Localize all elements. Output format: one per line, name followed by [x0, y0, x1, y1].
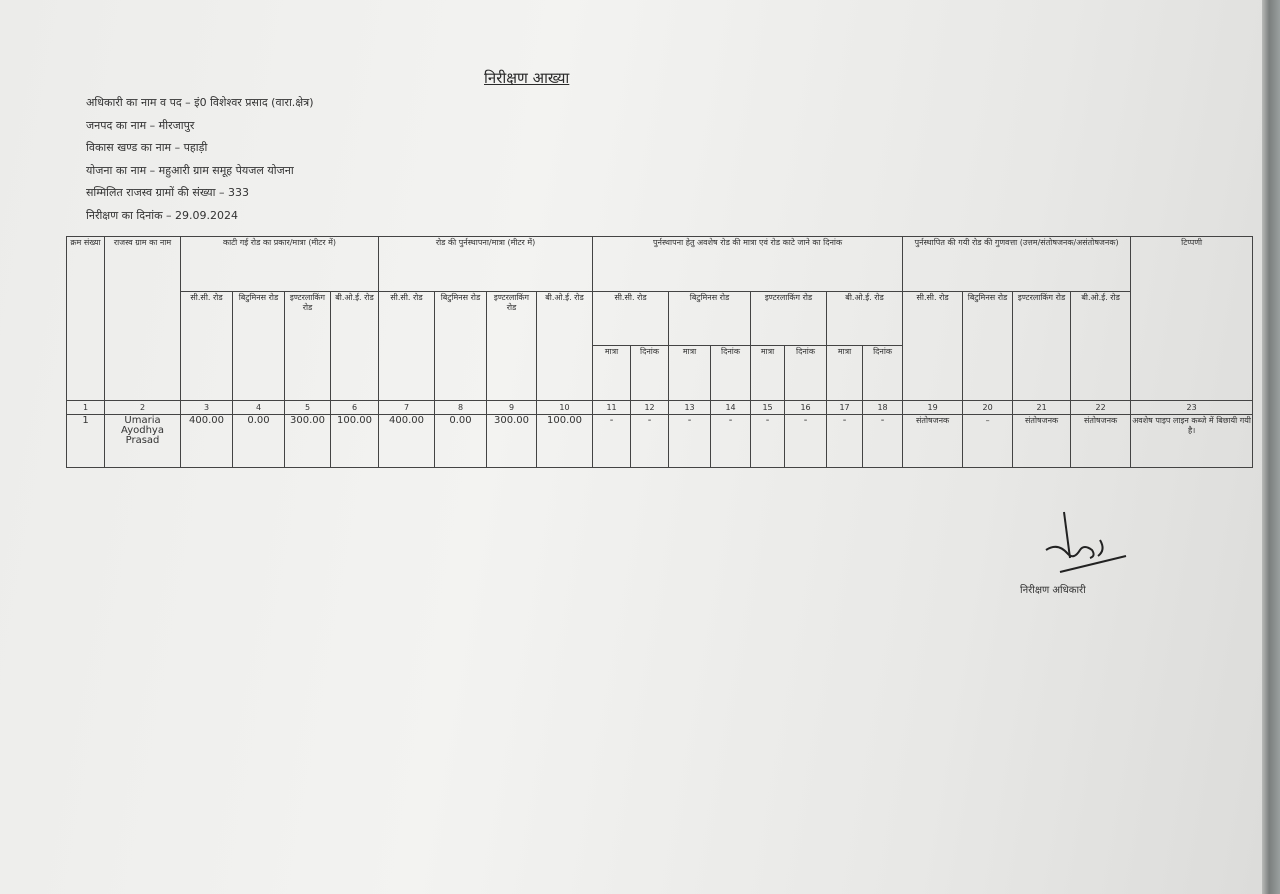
- subheader-bituminous-road: बिटुमिनस रोड: [435, 291, 487, 400]
- subheader-cc-road: सी.सी. रोड: [181, 291, 233, 400]
- villages-count-line: सम्मिलित राजस्व ग्रामों की संख्या – 333: [86, 186, 249, 199]
- row-pending-boe-qty: -: [827, 415, 863, 468]
- column-number: 21: [1013, 401, 1071, 415]
- subheader-date: दिनांक: [711, 346, 751, 401]
- row-pending-cc-date: -: [631, 415, 669, 468]
- row-pending-boe-date: -: [863, 415, 903, 468]
- header-pending-road: पुर्नस्थापना हेतु अवशेष रोड की मात्रा एवं रोड काटे जाने का दिनांक: [593, 237, 903, 292]
- inspection-date-line: निरीक्षण का दिनांक – 29.09.2024: [86, 208, 238, 222]
- row-cut-bituminous: 0.00: [233, 415, 285, 468]
- column-number: 22: [1071, 401, 1131, 415]
- inspection-table: [66, 236, 1253, 468]
- row-quality-bituminous: –: [963, 415, 1013, 468]
- column-number: 14: [711, 401, 751, 415]
- column-number: 6: [331, 401, 379, 415]
- subheader-date: दिनांक: [785, 346, 827, 401]
- officer-line: अधिकारी का नाम व पद – इं0 विशेश्वर प्रसाद (वारा.क्षेत्र): [86, 96, 314, 109]
- row-quality-cc: संतोषजनक: [903, 415, 963, 468]
- row-cut-boe: 100.00: [331, 415, 379, 468]
- table-row: [67, 415, 1253, 468]
- subheader-quantity: मात्रा: [827, 346, 863, 401]
- column-number: 8: [435, 401, 487, 415]
- row-restored-interlocking: 300.00: [487, 415, 537, 468]
- signature-label: निरीक्षण अधिकारी: [1020, 585, 1086, 596]
- column-number: 18: [863, 401, 903, 415]
- district-line: जनपद का नाम – मीरजापुर: [86, 118, 195, 132]
- row-cut-cc: 400.00: [181, 415, 233, 468]
- column-number: 20: [963, 401, 1013, 415]
- column-number: 9: [487, 401, 537, 415]
- row-restored-bituminous: 0.00: [435, 415, 487, 468]
- header-road-quality: पुर्नस्थापित की गयी रोड की गुणवत्ता (उत्तम/संतोषजनक/असंतोषजनक): [903, 237, 1131, 292]
- column-number: 5: [285, 401, 331, 415]
- column-number: 13: [669, 401, 711, 415]
- subheader-date: दिनांक: [631, 346, 669, 401]
- column-number: 11: [593, 401, 631, 415]
- subheader-quantity: मात्रा: [593, 346, 631, 401]
- column-number: 2: [105, 401, 181, 415]
- subheader-interlocking-road: इण्टरलाकिंग रोड: [751, 291, 827, 346]
- row-serial-no: 1: [67, 415, 105, 468]
- header-restored-road: रोड की पुर्नस्थापना/मात्रा (मीटर में): [379, 237, 593, 292]
- scheme-line: योजना का नाम – महुआरी ग्राम समूह पेयजल योजना: [86, 163, 294, 177]
- subheader-interlocking-road: इण्टरलाकिंग रोड: [1013, 291, 1071, 400]
- column-number: 3: [181, 401, 233, 415]
- row-village-name: Umaria Ayodhya Prasad: [105, 415, 181, 468]
- subheader-interlocking-road: इण्टरलाकिंग रोड: [487, 291, 537, 400]
- row-pending-cc-qty: -: [593, 415, 631, 468]
- subheader-date: दिनांक: [863, 346, 903, 401]
- column-number: 23: [1131, 401, 1253, 415]
- row-pending-interlocking-date: -: [785, 415, 827, 468]
- subheader-boe-road: बी.ओ.ई. रोड: [1071, 291, 1131, 400]
- header-serial-no: क्रम संख्या: [67, 237, 105, 401]
- row-restored-boe: 100.00: [537, 415, 593, 468]
- column-number: 16: [785, 401, 827, 415]
- subheader-bituminous-road: बिटुमिनस रोड: [963, 291, 1013, 400]
- row-pending-bituminous-date: -: [711, 415, 751, 468]
- subheader-quantity: मात्रा: [751, 346, 785, 401]
- row-cut-interlocking: 300.00: [285, 415, 331, 468]
- row-pending-interlocking-qty: -: [751, 415, 785, 468]
- subheader-quantity: मात्रा: [669, 346, 711, 401]
- subheader-cc-road: सी.सी. रोड: [903, 291, 963, 400]
- column-number: 12: [631, 401, 669, 415]
- column-number-row: [67, 401, 1253, 415]
- subheader-boe-road: बी.ओ.ई. रोड: [331, 291, 379, 400]
- row-quality-boe: संतोषजनक: [1071, 415, 1131, 468]
- subheader-interlocking-road: इण्टरलाकिंग रोड: [285, 291, 331, 400]
- column-number: 10: [537, 401, 593, 415]
- subheader-boe-road: बी.ओ.ई. रोड: [827, 291, 903, 346]
- signature-mark: [1040, 510, 1130, 580]
- column-number: 19: [903, 401, 963, 415]
- subheader-bituminous-road: बिटुमिनस रोड: [669, 291, 751, 346]
- row-remarks: अवशेष पाइप लाइन कब्जे में बिछायी गयी है।: [1131, 415, 1253, 468]
- header-remarks: टिप्पणी: [1131, 237, 1253, 401]
- subheader-boe-road: बी.ओ.ई. रोड: [537, 291, 593, 400]
- subheader-bituminous-road: बिटुमिनस रोड: [233, 291, 285, 400]
- subheader-cc-road: सी.सी. रोड: [593, 291, 669, 346]
- row-quality-interlocking: संतोषजनक: [1013, 415, 1071, 468]
- block-line: विकास खण्ड का नाम – पहाड़ी: [86, 141, 208, 154]
- column-number: 1: [67, 401, 105, 415]
- header-cut-road: काटी गई रोड का प्रकार/मात्रा (मीटर में): [181, 237, 379, 292]
- column-number: 17: [827, 401, 863, 415]
- row-pending-bituminous-qty: -: [669, 415, 711, 468]
- column-number: 15: [751, 401, 785, 415]
- inspection-details: [86, 92, 314, 227]
- column-number: 7: [379, 401, 435, 415]
- document-title: निरीक्षण आख्या: [484, 69, 570, 87]
- header-village-name: राजस्व ग्राम का नाम: [105, 237, 181, 401]
- subheader-cc-road: सी.सी. रोड: [379, 291, 435, 400]
- column-number: 4: [233, 401, 285, 415]
- row-restored-cc: 400.00: [379, 415, 435, 468]
- page-edge-background: [1262, 0, 1280, 894]
